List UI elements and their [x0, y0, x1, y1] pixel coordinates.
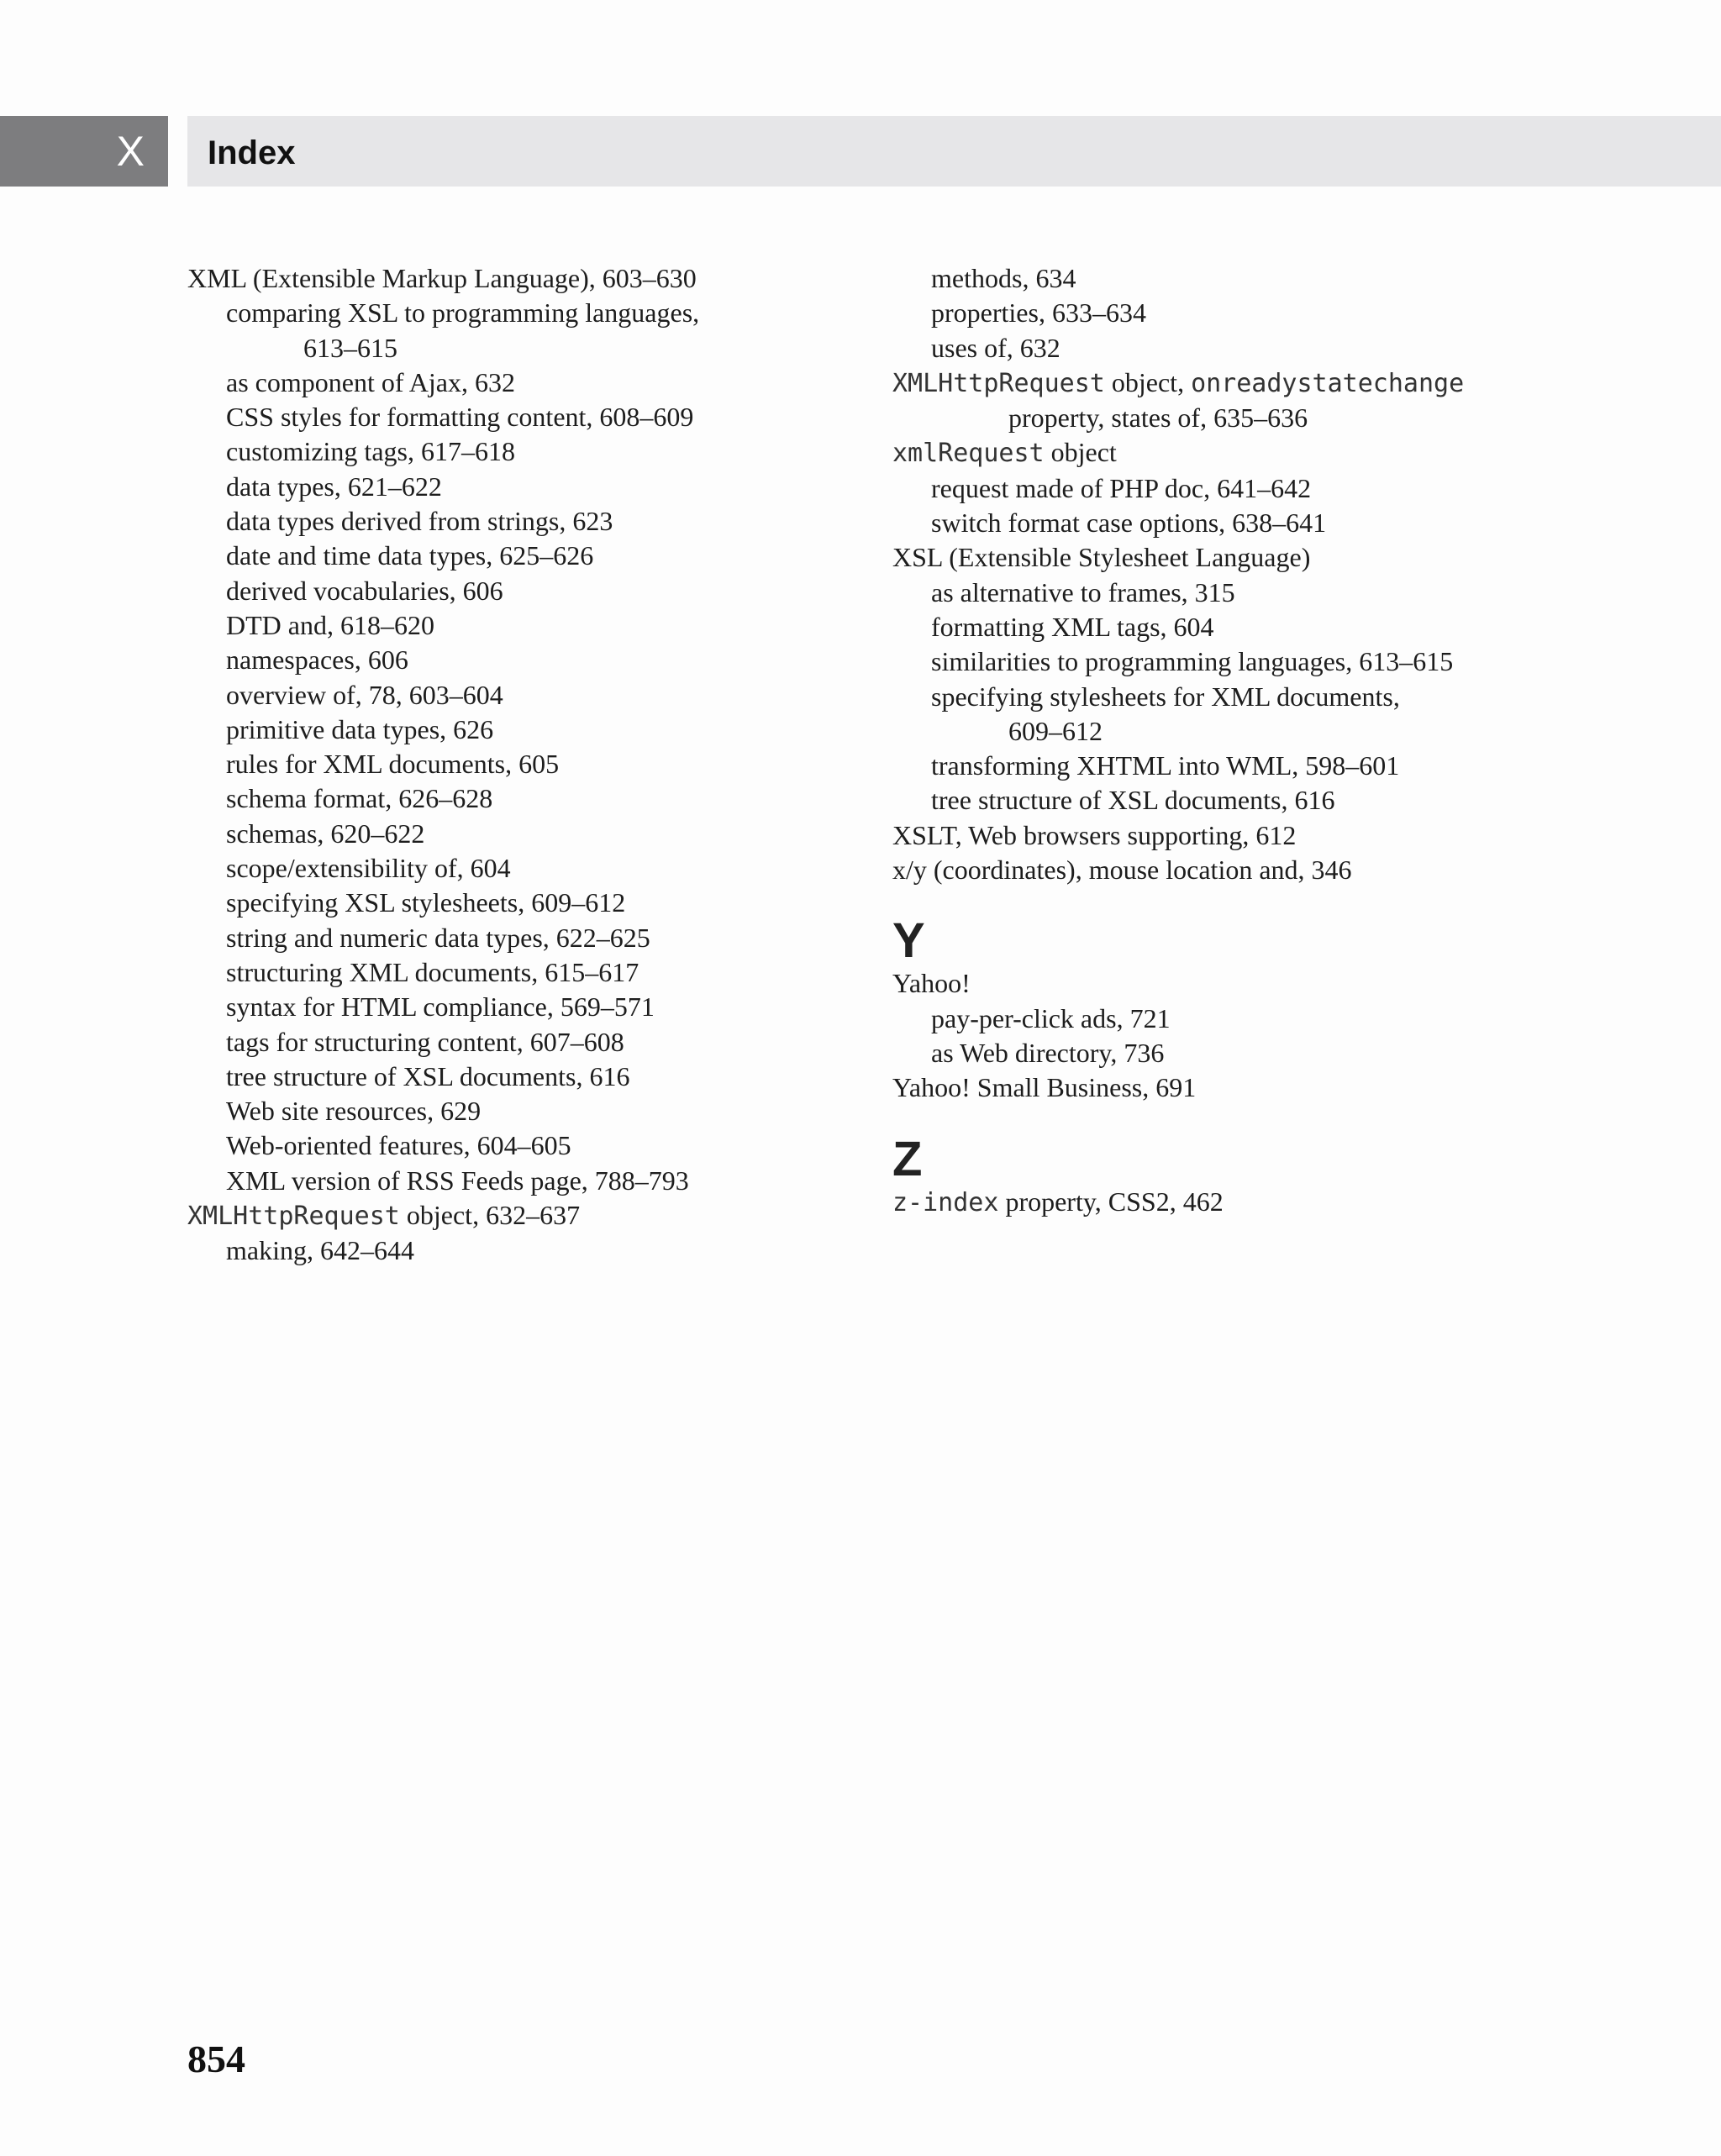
section-heading-z: Z: [892, 1131, 923, 1186]
index-subentry: schemas, 620–622: [226, 818, 425, 849]
index-subentry: as component of Ajax, 632: [226, 366, 515, 397]
index-entry: Yahoo!: [892, 968, 971, 999]
running-header: [187, 116, 1721, 187]
index-column-right: [892, 261, 1464, 1220]
index-subentry: tags for structuring content, 607–608: [226, 1026, 624, 1057]
index-subentry: DTD and, 618–620: [226, 609, 434, 640]
index-subentry: primitive data types, 626: [226, 713, 494, 744]
index-subentry: methods, 634: [931, 263, 1076, 293]
index-subentry-continuation: 609–612: [1008, 715, 1103, 746]
index-subentry: data types, 621–622: [226, 471, 442, 502]
index-subentry: string and numeric data types, 622–625: [226, 922, 650, 953]
entry-text: object: [1044, 437, 1117, 468]
index-entry: Yahoo! Small Business, 691: [892, 1072, 1197, 1103]
index-subentry: syntax for HTML compliance, 569–571: [226, 991, 655, 1023]
index-subentry: date and time data types, 625–626: [226, 540, 594, 571]
index-subentry: switch format case options, 638–641: [931, 507, 1327, 539]
code-term: xmlRequest: [892, 439, 1045, 469]
code-term: z-index: [892, 1187, 999, 1217]
entry-text: property, CSS2, 462: [998, 1186, 1224, 1217]
index-subentry-continuation: 613–615: [303, 332, 397, 363]
entry-text: object, 632–637: [399, 1200, 581, 1231]
index-entry: x/y (coordinates), mouse location and, 346: [892, 855, 1352, 886]
code-term: onreadystatechange: [1191, 368, 1465, 398]
index-subentry: as alternative to frames, 315: [931, 576, 1235, 607]
index-subentry: specifying XSL stylesheets, 609–612: [226, 887, 626, 918]
index-subentry: XML version of RSS Feeds page, 788–793: [226, 1165, 689, 1196]
index-subentry: customizing tags, 617–618: [226, 436, 515, 467]
page-title: Index: [208, 134, 296, 171]
entry-text: object,: [1104, 366, 1192, 397]
index-subentry: Web site resources, 629: [226, 1096, 482, 1127]
index-entry-continuation: property, states of, 635–636: [1008, 402, 1308, 434]
index-subentry: comparing XSL to programming languages,: [226, 297, 700, 329]
index-subentry: formatting XML tags, 604: [931, 611, 1214, 642]
index-entry: [892, 435, 1464, 471]
index-subentry: request made of PHP doc, 641–642: [931, 472, 1312, 503]
index-subentry: derived vocabularies, 606: [226, 575, 503, 606]
index-subentry: tree structure of XSL documents, 616: [931, 785, 1335, 816]
index-subentry: Web-oriented features, 604–605: [226, 1130, 571, 1161]
index-entry: XML (Extensible Markup Language), 603–630: [187, 263, 697, 293]
index-subentry: transforming XHTML into WML, 598–601: [931, 750, 1400, 781]
index-entry: [187, 1198, 699, 1233]
index-subentry: rules for XML documents, 605: [226, 749, 560, 780]
index-subentry: uses of, 632: [931, 332, 1060, 363]
index-entry: [892, 1185, 1464, 1220]
index-entry: XSL (Extensible Stylesheet Language): [892, 542, 1311, 573]
index-subentry: namespaces, 606: [226, 644, 408, 676]
index-subentry: as Web directory, 736: [931, 1037, 1165, 1068]
index-subentry: pay-per-click ads, 721: [931, 1002, 1171, 1033]
section-tab-letter: X: [0, 116, 168, 187]
index-column-left: [187, 261, 699, 1269]
index-subentry: overview of, 78, 603–604: [226, 679, 503, 710]
index-subentry: data types derived from strings, 623: [226, 506, 613, 537]
index-subentry: tree structure of XSL documents, 616: [226, 1060, 630, 1091]
section-heading-y: Y: [892, 913, 925, 969]
index-subentry: making, 642–644: [226, 1235, 414, 1266]
index-entry: [892, 365, 1464, 401]
index-subentry: CSS styles for formatting content, 608–609: [226, 402, 694, 433]
index-subentry: similarities to programming languages, 613–615: [931, 646, 1454, 677]
index-subentry: schema format, 626–628: [226, 783, 493, 814]
code-term: XMLHttpRequest: [892, 368, 1105, 398]
index-subentry: scope/extensibility of, 604: [226, 853, 511, 884]
index-subentry: properties, 633–634: [931, 297, 1146, 329]
index-entry: XSLT, Web browsers supporting, 612: [892, 819, 1297, 850]
page-number: 854: [187, 2038, 245, 2080]
index-subentry: specifying stylesheets for XML documents,: [931, 681, 1400, 712]
code-term: XMLHttpRequest: [187, 1202, 400, 1232]
index-subentry: structuring XML documents, 615–617: [226, 956, 639, 987]
